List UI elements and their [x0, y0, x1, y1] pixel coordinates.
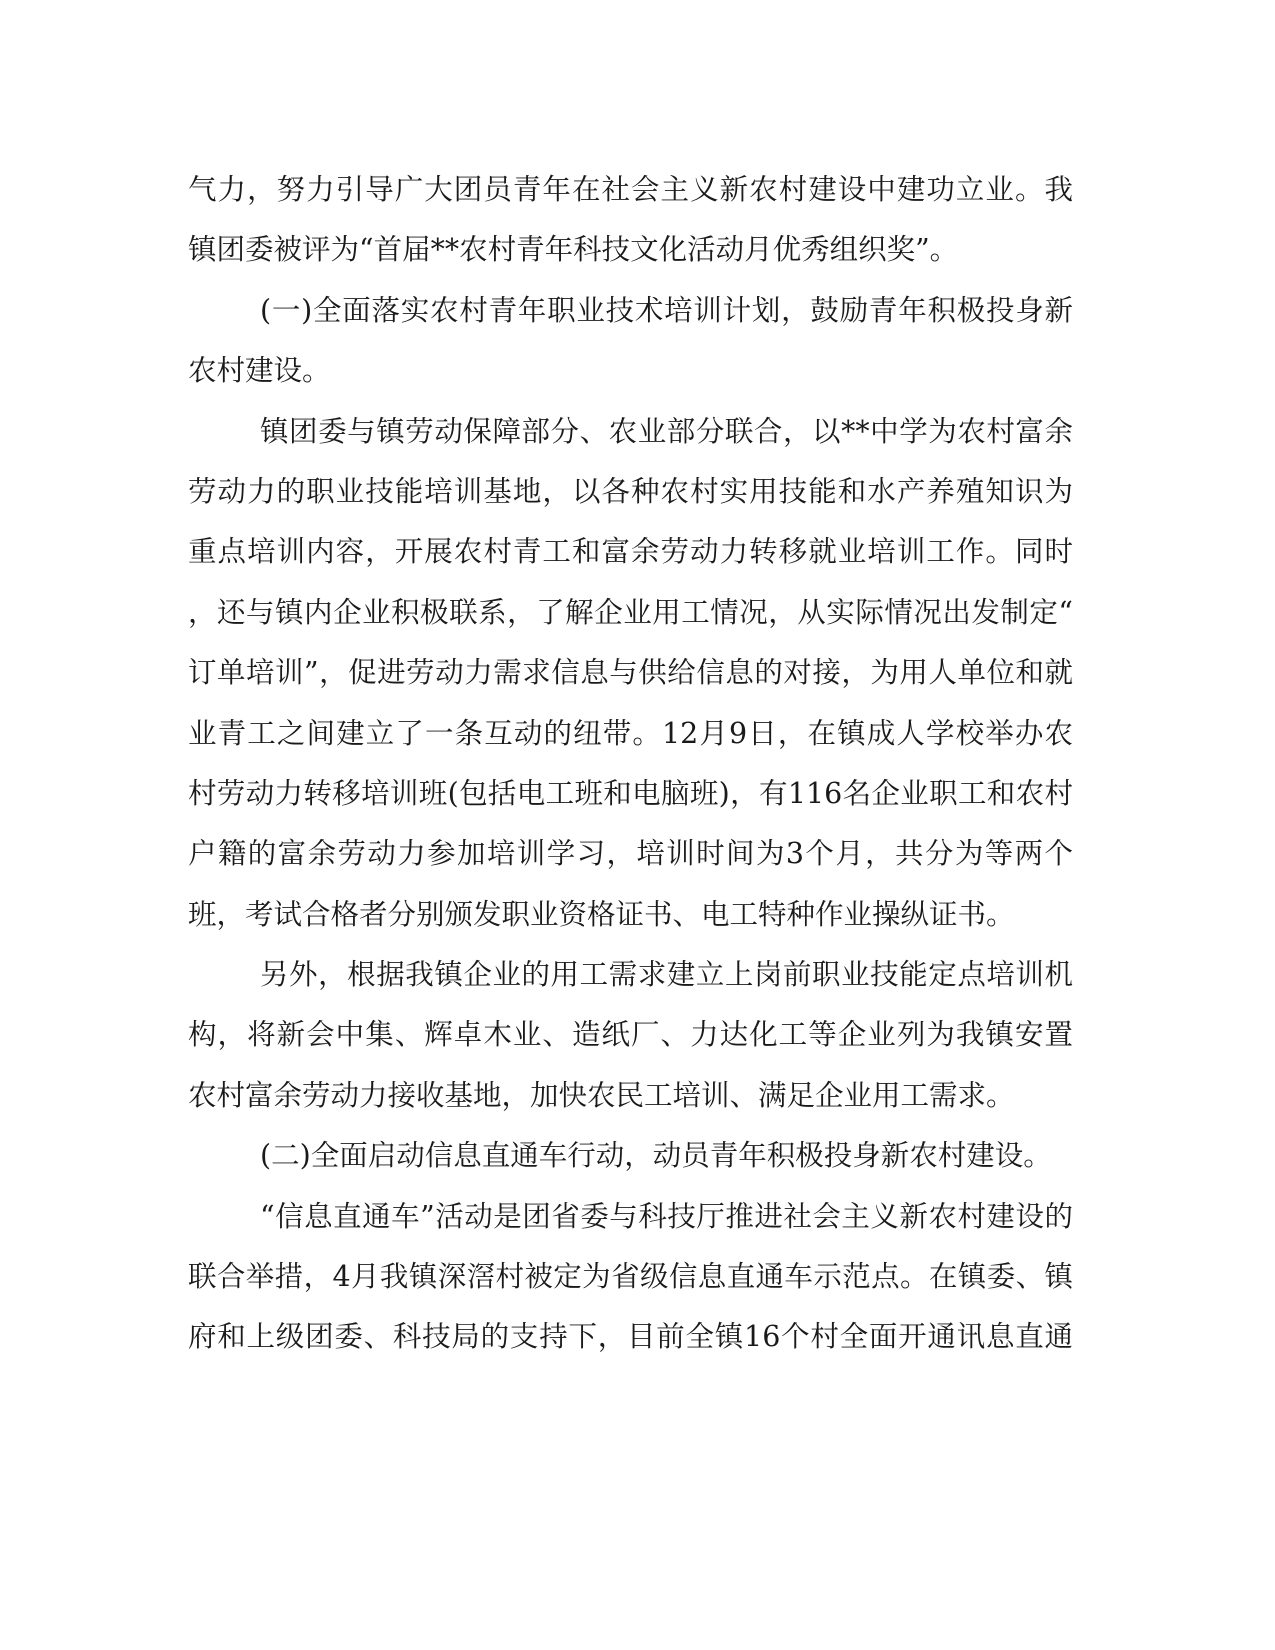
section-heading-1: (一)全面落实农村青年职业技术培训计划，鼓励青年积极投身新 [260, 293, 1073, 327]
text-line: 重点培训内容，开展农村青工和富余劳动力转移就业培训工作。同时 [188, 535, 1073, 569]
text-line: 农村富余劳动力接收基地，加快农民工培训、满足企业用工需求。 [188, 1078, 1015, 1112]
text-line: 镇团委被评为“首届**农村青年科技文化活动月优秀组织奖”。 [188, 233, 959, 267]
text-line: 府和上级团委、科技局的支持下，目前全镇16个村全面开通讯息直通 [188, 1320, 1073, 1354]
text-line: 户籍的富余劳动力参加培训学习，培训时间为3个月，共分为等两个 [188, 837, 1073, 871]
text-line: 气力，努力引导广大团员青年在社会主义新农村建设中建功立业。我 [188, 173, 1073, 206]
text-line: “信息直通车”活动是团省委与科技厅推进社会主义新农村建设的 [260, 1199, 1073, 1233]
text-line: 另外，根据我镇企业的用工需求建立上岗前职业技能定点培训机 [260, 958, 1073, 992]
text-line: 镇团委与镇劳动保障部分、农业部分联合，以**中学为农村富余 [260, 414, 1073, 448]
text-line: 订单培训”，促进劳动力需求信息与供给信息的对接，为用人单位和就 [188, 656, 1073, 690]
text-line: 业青工之间建立了一条互动的纽带。12月9日，在镇成人学校举办农 [188, 716, 1073, 750]
body-text [188, 160, 1073, 1368]
text-line: 联合举措，4月我镇深滘村被定为省级信息直通车示范点。在镇委、镇 [188, 1260, 1073, 1294]
text-line: ，还与镇内企业积极联系，了解企业用工情况，从实际情况出发制定“ [188, 595, 1073, 629]
text-line: 班，考试合格者分别颁发职业资格证书、电工特种作业操纵证书。 [188, 897, 1015, 931]
section-heading-1-cont: 农村建设。 [188, 354, 331, 388]
text-line: 构，将新会中集、辉卓木业、造纸厂、力达化工等企业列为我镇安置 [188, 1018, 1073, 1052]
section-heading-2: (二)全面启动信息直通车行动，动员青年积极投身新农村建设。 [260, 1139, 1052, 1173]
text-line: 劳动力的职业技能培训基地，以各种农村实用技能和水产养殖知识为 [188, 474, 1073, 508]
text-line: 村劳动力转移培训班(包括电工班和电脑班)，有116名企业职工和农村 [188, 776, 1073, 810]
